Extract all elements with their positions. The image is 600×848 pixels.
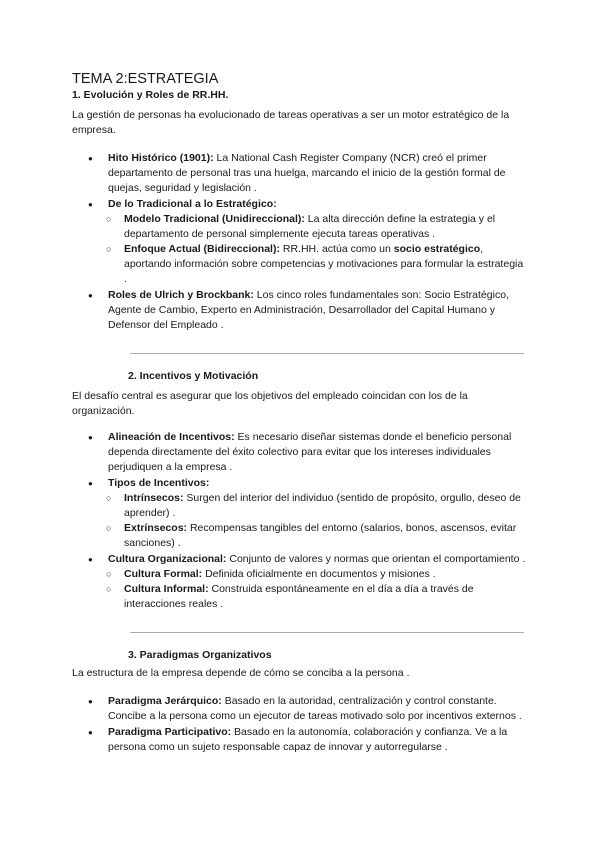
section-2-list [88, 430, 528, 612]
section-2-intro: El desafío central es asegurar que los objetivos del empleado coincidan con los de la organización. [72, 390, 468, 417]
sub-bullet-label: Intrínsecos: [124, 492, 184, 504]
document-title: TEMA 2:ESTRATEGIA [72, 71, 219, 87]
bullet-text: Basado en la autoridad, centralización y control constante. Concibe a la persona como un ejecutor de tareas motivado solo por incentivos externos . [108, 695, 522, 722]
section-divider [130, 632, 524, 633]
section-1-list [88, 151, 528, 333]
sub-list-item [88, 242, 528, 287]
sub-bullet-text: RR.HH. actúa como un [279, 243, 394, 255]
sub-bullet-text: , aportando información sobre competencias y motivaciones para formular la estrategia . [124, 243, 524, 285]
list-item [88, 197, 528, 287]
bullet-text: Conjunto de valores y normas que orientan el comportamiento . [226, 553, 526, 565]
section-1-heading: 1. Evolución y Roles de RR.HH. [72, 89, 229, 101]
bullet-label: Paradigma Participativo: [108, 726, 232, 738]
sub-bullet-text: Definida oficialmente en documentos y misiones . [202, 568, 436, 580]
list-item [88, 725, 528, 755]
bullet-label: Tipos de Incentivos: [108, 477, 210, 489]
sub-list [88, 212, 528, 287]
bullet-label: Paradigma Jerárquico: [108, 695, 222, 707]
bullet-label: Alineación de Incentivos: [108, 431, 235, 443]
sub-list [88, 491, 528, 551]
sub-bullet-emphasis: socio estratégico [393, 243, 481, 255]
section-divider [130, 353, 524, 354]
sub-list-item [88, 212, 528, 242]
sub-bullet-label: Cultura Formal: [124, 568, 203, 580]
sub-list-item [88, 521, 528, 551]
section-3-list [88, 694, 528, 755]
section-3-heading: 3. Paradigmas Organizativos [128, 649, 272, 661]
list-item [88, 288, 528, 333]
bullet-label: Cultura Organizacional: [108, 553, 227, 565]
sub-bullet-label: Extrínsecos: [124, 522, 188, 534]
bullet-text: La National Cash Register Company (NCR) creó el primer departamento de personal tras una huelga, marcando el inicio de la gestión formal de quejas, seguridad y legislación . [108, 152, 506, 194]
bullet-label: De lo Tradicional a lo Estratégico: [108, 198, 277, 210]
section-3-intro: La estructura de la empresa depende de cómo se conciba a la persona . [72, 667, 410, 679]
bullet-label: Hito Histórico (1901): [108, 152, 214, 164]
sub-list-item [88, 567, 528, 582]
sub-bullet-text: La alta dirección define la estrategia y el departamento de personal simplemente ejecuta tareas operativas . [124, 213, 496, 240]
sub-bullet-text: Surgen del interior del individuo (sentido de propósito, orgullo, deseo de aprender) . [124, 492, 521, 519]
bullet-text: Los cinco roles fundamentales son: Socio Estratégico, Agente de Cambio, Experto en Administración, Desarrollador del Capital Humano y Defensor del Empleado . [108, 289, 509, 331]
list-item [88, 552, 528, 612]
sub-list-item [88, 491, 528, 521]
list-item [88, 430, 528, 475]
sub-list-item [88, 582, 528, 612]
bullet-text: Basado en la autonomía, colaboración y confianza. Ve a la persona como un sujeto responsable capaz de innovar y autorregularse . [108, 726, 508, 753]
sub-bullet-text: Recompensas tangibles del entorno (salarios, bonos, ascensos, evitar sanciones) . [124, 522, 517, 549]
bullet-label: Roles de Ulrich y Brockbank: [108, 289, 254, 301]
sub-bullet-label: Modelo Tradicional (Unidireccional): [124, 213, 305, 225]
sub-list [88, 567, 528, 612]
section-2-heading: 2. Incentivos y Motivación [128, 370, 259, 382]
list-item [88, 694, 528, 724]
document-page [72, 70, 528, 756]
list-item [88, 476, 528, 551]
sub-bullet-text: Construida espontáneamente en el día a día a través de interacciones reales . [124, 583, 474, 610]
section-1-intro: La gestión de personas ha evolucionado de tareas operativas a ser un motor estratégico de la empresa. [72, 109, 510, 136]
sub-bullet-label: Cultura Informal: [124, 583, 209, 595]
sub-bullet-label: Enfoque Actual (Bidireccional): [124, 243, 280, 255]
list-item [88, 151, 528, 196]
bullet-text: Es necesario diseñar sistemas donde el beneficio personal dependa directamente del éxito colectivo para evitar que los intereses individuales perjudiquen a la empresa . [108, 431, 512, 473]
